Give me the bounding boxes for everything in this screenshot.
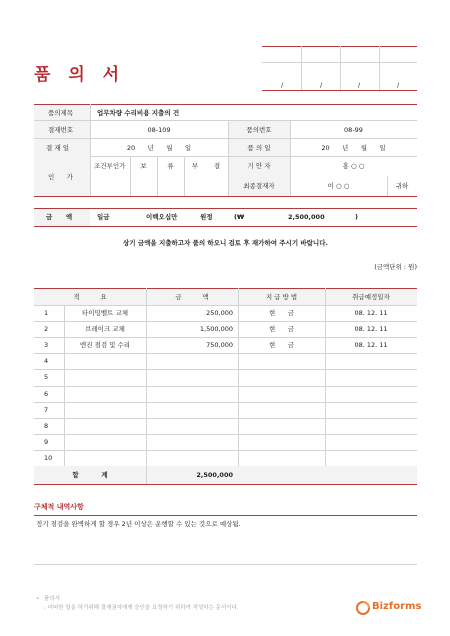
row-amount: 250,000 [206, 309, 233, 317]
row-number: 5 [44, 373, 49, 382]
row-number: 4 [44, 357, 49, 366]
row-number: 6 [44, 389, 49, 398]
col-header-method: 지 급 방 법 [265, 293, 298, 301]
row-divider [34, 353, 417, 354]
row-divider [34, 450, 417, 451]
footer-description: : 어떠한 일을 하기위해 결재권자에게 승인을 요청하기 위하여 작성하는 문서이다. [44, 605, 239, 611]
total-value: 2,500,000 [196, 471, 233, 479]
row-description: 브레이크 교체 [85, 325, 125, 334]
doc-no-value: 08-109 [147, 126, 171, 134]
final-approver-suffix: 귀하 [395, 182, 409, 190]
request-date-label: 품 의 일 [247, 144, 271, 152]
row-date: 08. 12. 11 [354, 325, 388, 334]
conditional-option: 부 [191, 162, 199, 170]
conditional-option: 결 [213, 162, 221, 170]
req-no-label: 품의번호 [246, 126, 272, 134]
final-approver-value: 이 ○ ○ [327, 182, 350, 190]
subject-value: 업무차량 수리비용 지출의 건 [97, 109, 180, 117]
amount-won-word: 원정 [200, 213, 213, 221]
row-description: 엔진 점검 및 수리 [79, 341, 131, 350]
row-divider [34, 418, 417, 419]
row-method: 현 금 [269, 309, 294, 317]
amount-paren-close: ) [355, 213, 358, 221]
row-date: 08. 12. 11 [354, 341, 388, 350]
approval-date-slash: / [320, 81, 323, 89]
col-header-amount: 금 액 [175, 293, 209, 301]
row-divider [34, 369, 417, 370]
row-description: 타이밍벨트 교체 [81, 309, 129, 317]
col-header-date: 취급예정일자 [352, 293, 390, 301]
row-number: 7 [44, 405, 49, 414]
row-number: 1 [44, 309, 49, 317]
row-amount: 750,000 [206, 341, 233, 350]
approval-date-slash: / [281, 81, 284, 89]
bizforms-logo-text: Bizforms [372, 601, 422, 612]
row-number: 9 [44, 437, 49, 446]
amount-currency-word: 일금 [97, 213, 110, 221]
footer-title: 품의서 [44, 596, 60, 602]
row-divider [34, 321, 417, 322]
footer-bullet-icon: • [36, 596, 40, 602]
amount-number: 2,500,000 [288, 213, 325, 221]
approval-date-label: 결 재 일 [46, 144, 69, 152]
detail-heading: 구체적 내역사항 [34, 503, 84, 511]
row-number: 2 [44, 325, 49, 334]
approval-date-value: 20 년 월 일 [126, 144, 192, 152]
amount-korean: 이백오십만 [146, 213, 178, 221]
request-text: 상기 금액을 지출하고자 품의 하오니 검토 후 재가하여 주시기 바랍니다. [123, 239, 328, 247]
row-method: 현 금 [269, 325, 294, 334]
unit-text: (금액단위 : 원) [374, 263, 417, 271]
detail-text: 정기 점검을 완벽하게 할 경우 2년 이상은 운행할 수 있는 것으로 예상됨. [36, 520, 241, 528]
row-amount: 1,500,000 [199, 325, 233, 334]
final-approver-label: 최종결재자 [243, 182, 275, 190]
row-divider [34, 402, 417, 403]
row-number: 10 [44, 453, 53, 462]
row-number: 8 [44, 421, 49, 430]
approval-date-slash: / [397, 81, 400, 89]
drafter-value: 홍 ○ ○ [342, 162, 365, 170]
req-no-value: 08-99 [344, 126, 363, 134]
conditional-option: 보 [140, 162, 147, 170]
row-date: 08. 12. 11 [354, 309, 388, 317]
row-method: 현 금 [269, 341, 294, 350]
bizforms-logo-icon [356, 600, 370, 614]
amount-paren-open: (₩ [234, 213, 245, 221]
row-divider [34, 337, 417, 338]
subject-label: 품의제목 [48, 109, 74, 117]
conditional-option: 류 [167, 162, 174, 170]
approval-date-slash: / [358, 81, 361, 89]
conditional-label: 조건부인가 [94, 162, 126, 170]
row-number: 3 [44, 341, 49, 350]
row-divider [34, 386, 417, 387]
doc-no-label: 결재번호 [48, 126, 74, 134]
page-title: 품 의 서 [34, 65, 126, 85]
col-header-description: 적 요 [73, 293, 107, 301]
request-date-value: 20 년 월 일 [321, 144, 386, 152]
total-label: 합 계 [72, 471, 108, 479]
drafter-label: 기 안 자 [247, 162, 271, 170]
amount-label: 금 액 [46, 213, 73, 221]
row-divider [34, 434, 417, 435]
sign-label: 인 가 [48, 173, 73, 181]
